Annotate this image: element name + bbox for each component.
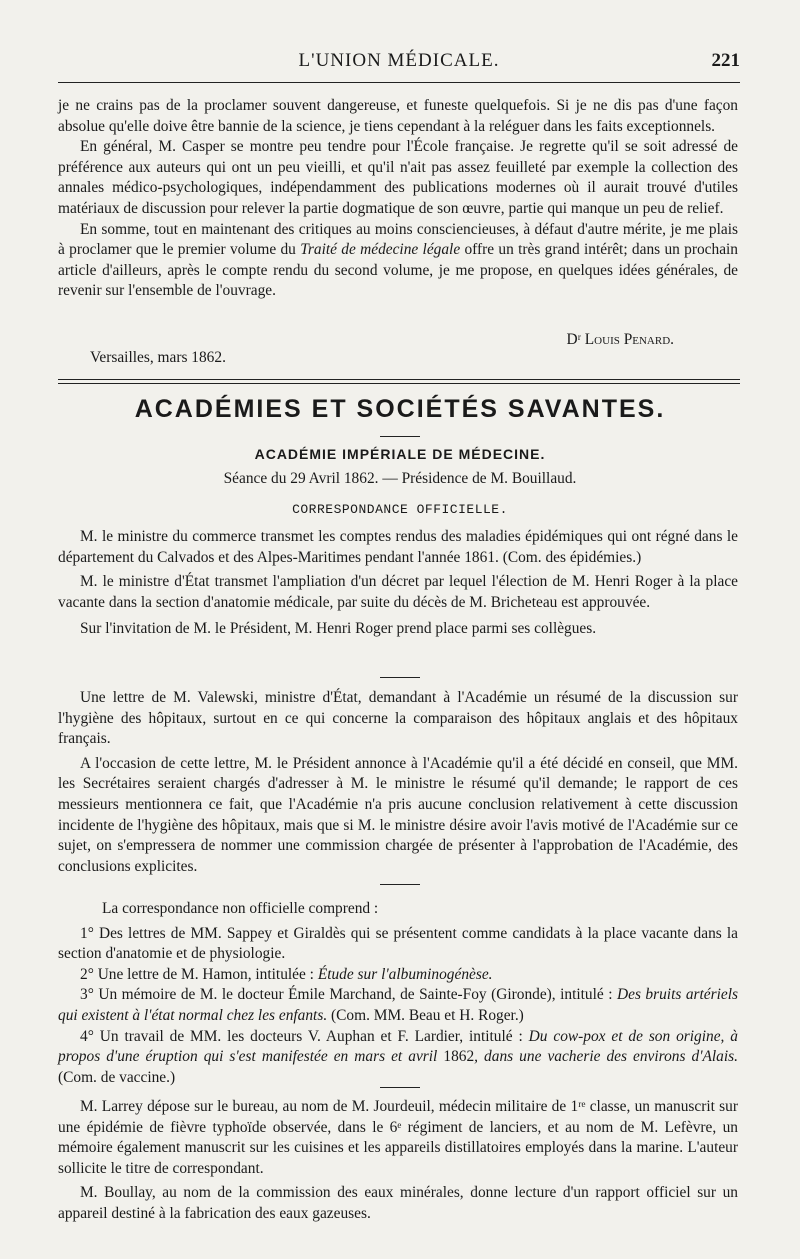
divider xyxy=(380,884,420,885)
page-header xyxy=(58,50,740,78)
running-title: L'UNION MÉDICALE. xyxy=(298,50,500,71)
unofficial-item-1: 1° Des lettres de MM. Sappey et Giraldès qui se présentent comme candidats à la place vacante dans la section d'anatomie et de physiologie. xyxy=(58,924,738,963)
academy-title: ACADÉMIE IMPÉRIALE DE MÉDECINE. xyxy=(254,446,546,462)
boullay-paragraph: M. Boullay, au nom de la commission des eaux minérales, donne lecture d'un rapport officiel sur un appareil destiné à la fabrication des eaux gazeuses. xyxy=(58,1184,738,1222)
review-text xyxy=(58,96,738,302)
book-title: Traité de médecine légale xyxy=(300,241,461,259)
header-rule xyxy=(58,82,740,83)
valewski-paragraph-2: A l'occasion de cette lettre, M. le Président annonce à l'Académie qu'il a été décidé en conseil, que MM. les Secrétaires seraient chargés d'adresser à M. le ministre le résumé qu'il demande; le rapport de ces messieurs mentionnera ce fait, que l'Académie n'a pris aucune conclusion relativement à cette discussion incidente de l'hygiène des hôpitaux, mais que si M. le ministre désire avoir l'avis motivé de l'Académie sur ce sujet, on s'empressera de nommer une commission chargée de présenter à l'approbation de l'Académie, des conclusions explicites. xyxy=(58,754,738,875)
unofficial-item-2: 2° Une lettre de M. Hamon, intitulée : Étude sur l'albuminogénèse. xyxy=(80,965,493,983)
unofficial-item-4: 4° Un travail de MM. les docteurs V. Auphan et F. Lardier, intitulé : Du cow-pox et de son origine, à propos d'une éruption qui s'est manifestée en mars et avril 1862, dans une vacherie des environs d'Alais. (Com. de vaccine.) xyxy=(58,1027,738,1086)
official-paragraph-1: M. le ministre du commerce transmet les comptes rendus des maladies épidémiques qui ont régné dans le département du Calvados et des Alpes-Maritimes pendant l'année 1861. (Com. des épidémies.) xyxy=(58,528,738,566)
closing-text xyxy=(58,1097,738,1225)
divider xyxy=(380,1087,420,1088)
official-paragraph-3: Sur l'invitation de M. le Président, M. Henri Roger prend place parmi ses collègues. xyxy=(80,620,597,638)
section-title: ACADÉMIES ET SOCIÉTÉS SAVANTES. xyxy=(134,395,666,423)
correspondence-title: CORRESPONDANCE OFFICIELLE. xyxy=(292,502,508,517)
session-line: Séance du 29 Avril 1862. — Présidence de M. Bouillaud. xyxy=(223,470,577,487)
signature-block xyxy=(58,331,738,371)
official-correspondence xyxy=(58,527,738,640)
page-number: 221 xyxy=(711,50,740,71)
review-paragraph-2: En général, M. Casper se montre peu tendre pour l'École française. Je regrette qu'il se soit adressé de préférence aux auteurs qui ont un peu vieilli, et qu'il n'ait pas assez feuilleté par exemple la collection des annales médico-psychologiques, indépendamment des publications modernes où il aurait trouvé d'utiles matériaux de discussion pour relever la partie dogmatique de son œuvre, partie qui manque un peu de relief. xyxy=(58,138,738,217)
divider xyxy=(380,436,420,437)
unofficial-intro: La correspondance non officielle comprend : xyxy=(102,900,379,917)
divider xyxy=(380,677,420,678)
unofficial-item-3: 3° Un mémoire de M. le docteur Émile Marchand, de Sainte-Foy (Gironde), intitulé : Des bruits artériels qui existent à l'état normal chez les enfants. (Com. MM. Beau et H. Roger.) xyxy=(58,986,738,1024)
larrey-paragraph: M. Larrey dépose sur le bureau, au nom de M. Jourdeuil, médecin militaire de 1ʳᵉ classe, un manuscrit sur une épidémie de fièvre typhoïde observée, dans le 6ᵉ régiment de lanciers, et au nom de M. Lefèvre, un mémoire également manuscrit sur les cuisines et les appareils distillatoires employés dans la marine. L'auteur sollicite le titre de correspondant. xyxy=(58,1098,738,1177)
valewski-paragraph-1: Une lettre de M. Valewski, ministre d'État, demandant à l'Académie un résumé de la discussion sur l'hygiène des hôpitaux, surtout en ce qui concerne la comparaison des hôpitaux anglais et des hôpitaux français. xyxy=(58,689,738,748)
section-rule-bottom xyxy=(58,383,740,384)
unofficial-correspondence xyxy=(58,899,738,1088)
place-date: Versailles, mars 1862. xyxy=(90,349,226,366)
valewski-letter xyxy=(58,688,738,877)
section-rule-top xyxy=(58,379,740,380)
author-signature: Dʳ Louis Penard. xyxy=(566,331,674,348)
review-paragraph-1: je ne crains pas de la proclamer souvent dangereuse, et funeste quelquefois. Si je ne dis pas d'une façon absolue qu'elle doive être bannie de la science, je tiens cependant à la reléguer dans les faits exceptionnels. xyxy=(58,97,738,135)
official-paragraph-2: M. le ministre d'État transmet l'ampliation d'un décret par lequel l'élection de M. Henri Roger à la place vacante dans la section d'anatomie médicale, par suite du décès de M. Bricheteau est approuvée. xyxy=(58,573,738,611)
review-paragraph-3: En somme, tout en maintenant des critiques au moins consciencieuses, à défaut d'autre mérite, je me plais à proclamer que le premier volume du Traité de médecine légale offre un très grand intérêt; dans un prochain article d'ailleurs, après le compte rendu du second volume, je me propose, en quelques idées générales, de revenir sur l'ensemble de l'ouvrage. xyxy=(58,220,739,300)
